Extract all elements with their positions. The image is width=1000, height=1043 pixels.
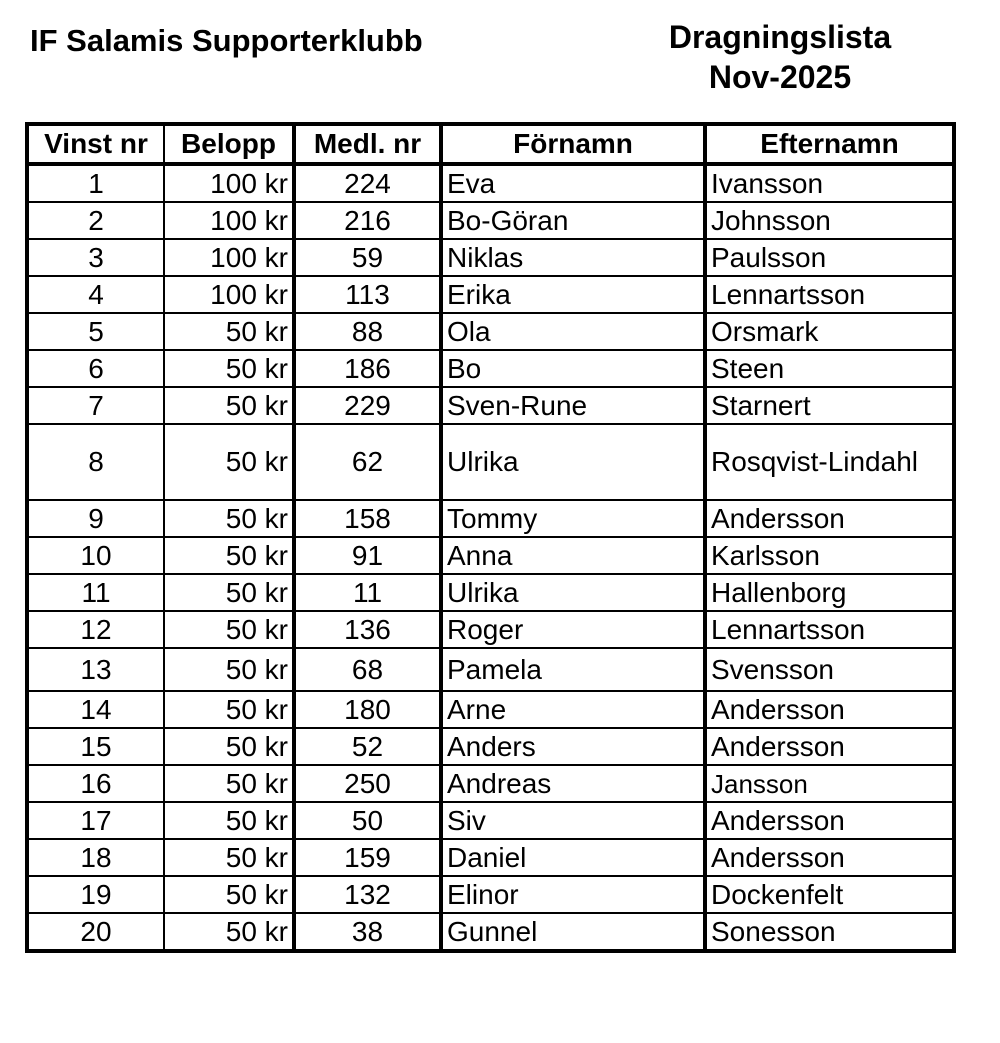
cell-efternamn: Hallenborg <box>705 574 954 611</box>
cell-medl-nr: 136 <box>294 611 441 648</box>
cell-fornamn: Bo <box>441 350 705 387</box>
cell-fornamn: Eva <box>441 164 705 202</box>
cell-medl-nr: 186 <box>294 350 441 387</box>
table-row <box>27 574 954 611</box>
cell-vinst-nr: 13 <box>27 648 164 691</box>
club-title: IF Salamis Supporterklubb <box>30 23 423 58</box>
cell-efternamn: Orsmark <box>705 313 954 350</box>
cell-medl-nr: 113 <box>294 276 441 313</box>
cell-belopp: 50 kr <box>164 537 294 574</box>
cell-efternamn: Svensson <box>705 648 954 691</box>
table-row <box>27 313 954 350</box>
cell-vinst-nr: 12 <box>27 611 164 648</box>
cell-fornamn: Anders <box>441 728 705 765</box>
cell-medl-nr: 158 <box>294 500 441 537</box>
table-row <box>27 202 954 239</box>
cell-belopp: 50 kr <box>164 876 294 913</box>
cell-medl-nr: 11 <box>294 574 441 611</box>
cell-vinst-nr: 18 <box>27 839 164 876</box>
cell-efternamn: Sonesson <box>705 913 954 951</box>
cell-belopp: 100 kr <box>164 239 294 276</box>
column-header-vinst-nr: Vinst nr <box>27 124 164 164</box>
cell-vinst-nr: 19 <box>27 876 164 913</box>
cell-vinst-nr: 16 <box>27 765 164 802</box>
cell-belopp: 50 kr <box>164 574 294 611</box>
table-row <box>27 350 954 387</box>
cell-medl-nr: 91 <box>294 537 441 574</box>
cell-medl-nr: 132 <box>294 876 441 913</box>
cell-efternamn: Ivansson <box>705 164 954 202</box>
cell-belopp: 50 kr <box>164 611 294 648</box>
cell-belopp: 50 kr <box>164 350 294 387</box>
cell-fornamn: Arne <box>441 691 705 728</box>
cell-efternamn: Dockenfelt <box>705 876 954 913</box>
cell-medl-nr: 224 <box>294 164 441 202</box>
cell-belopp: 50 kr <box>164 648 294 691</box>
cell-fornamn: Erika <box>441 276 705 313</box>
table-row <box>27 728 954 765</box>
cell-medl-nr: 180 <box>294 691 441 728</box>
cell-vinst-nr: 14 <box>27 691 164 728</box>
cell-vinst-nr: 5 <box>27 313 164 350</box>
cell-belopp: 50 kr <box>164 765 294 802</box>
cell-efternamn: Lennartsson <box>705 276 954 313</box>
cell-fornamn: Niklas <box>441 239 705 276</box>
cell-efternamn: Johnsson <box>705 202 954 239</box>
cell-vinst-nr: 8 <box>27 424 164 500</box>
cell-belopp: 50 kr <box>164 728 294 765</box>
cell-vinst-nr: 3 <box>27 239 164 276</box>
cell-efternamn: Steen <box>705 350 954 387</box>
cell-vinst-nr: 17 <box>27 802 164 839</box>
cell-fornamn: Gunnel <box>441 913 705 951</box>
cell-efternamn: Andersson <box>705 839 954 876</box>
cell-medl-nr: 250 <box>294 765 441 802</box>
cell-fornamn: Tommy <box>441 500 705 537</box>
cell-belopp: 50 kr <box>164 313 294 350</box>
cell-medl-nr: 50 <box>294 802 441 839</box>
cell-belopp: 50 kr <box>164 913 294 951</box>
cell-fornamn: Ulrika <box>441 424 705 500</box>
cell-efternamn: Rosqvist-Lindahl <box>705 424 954 500</box>
cell-fornamn: Bo-Göran <box>441 202 705 239</box>
cell-medl-nr: 229 <box>294 387 441 424</box>
list-title: Dragningslista <box>668 19 892 55</box>
cell-fornamn: Anna <box>441 537 705 574</box>
cell-vinst-nr: 10 <box>27 537 164 574</box>
cell-efternamn: Jansson <box>705 765 954 802</box>
cell-vinst-nr: 7 <box>27 387 164 424</box>
cell-vinst-nr: 2 <box>27 202 164 239</box>
column-header-belopp: Belopp <box>164 124 294 164</box>
list-title-block <box>640 17 920 97</box>
cell-belopp: 100 kr <box>164 276 294 313</box>
cell-fornamn: Pamela <box>441 648 705 691</box>
cell-fornamn: Andreas <box>441 765 705 802</box>
table-row <box>27 164 954 202</box>
table-row <box>27 537 954 574</box>
table-row <box>27 611 954 648</box>
cell-belopp: 50 kr <box>164 500 294 537</box>
draw-list-table <box>25 122 956 953</box>
cell-vinst-nr: 20 <box>27 913 164 951</box>
cell-medl-nr: 62 <box>294 424 441 500</box>
cell-efternamn: Andersson <box>705 500 954 537</box>
cell-belopp: 100 kr <box>164 202 294 239</box>
cell-medl-nr: 68 <box>294 648 441 691</box>
cell-vinst-nr: 6 <box>27 350 164 387</box>
table-row <box>27 802 954 839</box>
cell-belopp: 50 kr <box>164 424 294 500</box>
table-row <box>27 765 954 802</box>
cell-fornamn: Elinor <box>441 876 705 913</box>
table-row <box>27 913 954 951</box>
cell-efternamn: Starnert <box>705 387 954 424</box>
cell-medl-nr: 88 <box>294 313 441 350</box>
column-header-fornamn: Förnamn <box>441 124 705 164</box>
table-body <box>27 164 954 951</box>
cell-belopp: 50 kr <box>164 802 294 839</box>
cell-efternamn: Lennartsson <box>705 611 954 648</box>
cell-medl-nr: 216 <box>294 202 441 239</box>
cell-vinst-nr: 9 <box>27 500 164 537</box>
table-row <box>27 239 954 276</box>
table-row <box>27 276 954 313</box>
cell-belopp: 50 kr <box>164 691 294 728</box>
table-row <box>27 648 954 691</box>
cell-vinst-nr: 1 <box>27 164 164 202</box>
cell-efternamn: Paulsson <box>705 239 954 276</box>
cell-belopp: 50 kr <box>164 387 294 424</box>
cell-vinst-nr: 4 <box>27 276 164 313</box>
cell-efternamn: Andersson <box>705 802 954 839</box>
table-row <box>27 424 954 500</box>
cell-medl-nr: 159 <box>294 839 441 876</box>
list-period: Nov-2025 <box>708 59 852 95</box>
cell-fornamn: Ola <box>441 313 705 350</box>
table-row <box>27 691 954 728</box>
cell-efternamn: Andersson <box>705 728 954 765</box>
table-header-row <box>27 124 954 164</box>
cell-fornamn: Sven-Rune <box>441 387 705 424</box>
table-row <box>27 876 954 913</box>
cell-belopp: 100 kr <box>164 164 294 202</box>
column-header-efternamn: Efternamn <box>705 124 954 164</box>
cell-efternamn: Andersson <box>705 691 954 728</box>
cell-medl-nr: 38 <box>294 913 441 951</box>
cell-efternamn: Karlsson <box>705 537 954 574</box>
cell-fornamn: Ulrika <box>441 574 705 611</box>
cell-medl-nr: 59 <box>294 239 441 276</box>
table-row <box>27 839 954 876</box>
table-row <box>27 387 954 424</box>
cell-medl-nr: 52 <box>294 728 441 765</box>
cell-fornamn: Daniel <box>441 839 705 876</box>
cell-fornamn: Roger <box>441 611 705 648</box>
cell-vinst-nr: 11 <box>27 574 164 611</box>
column-header-medl-nr: Medl. nr <box>294 124 441 164</box>
table-row <box>27 500 954 537</box>
cell-vinst-nr: 15 <box>27 728 164 765</box>
cell-belopp: 50 kr <box>164 839 294 876</box>
cell-fornamn: Siv <box>441 802 705 839</box>
